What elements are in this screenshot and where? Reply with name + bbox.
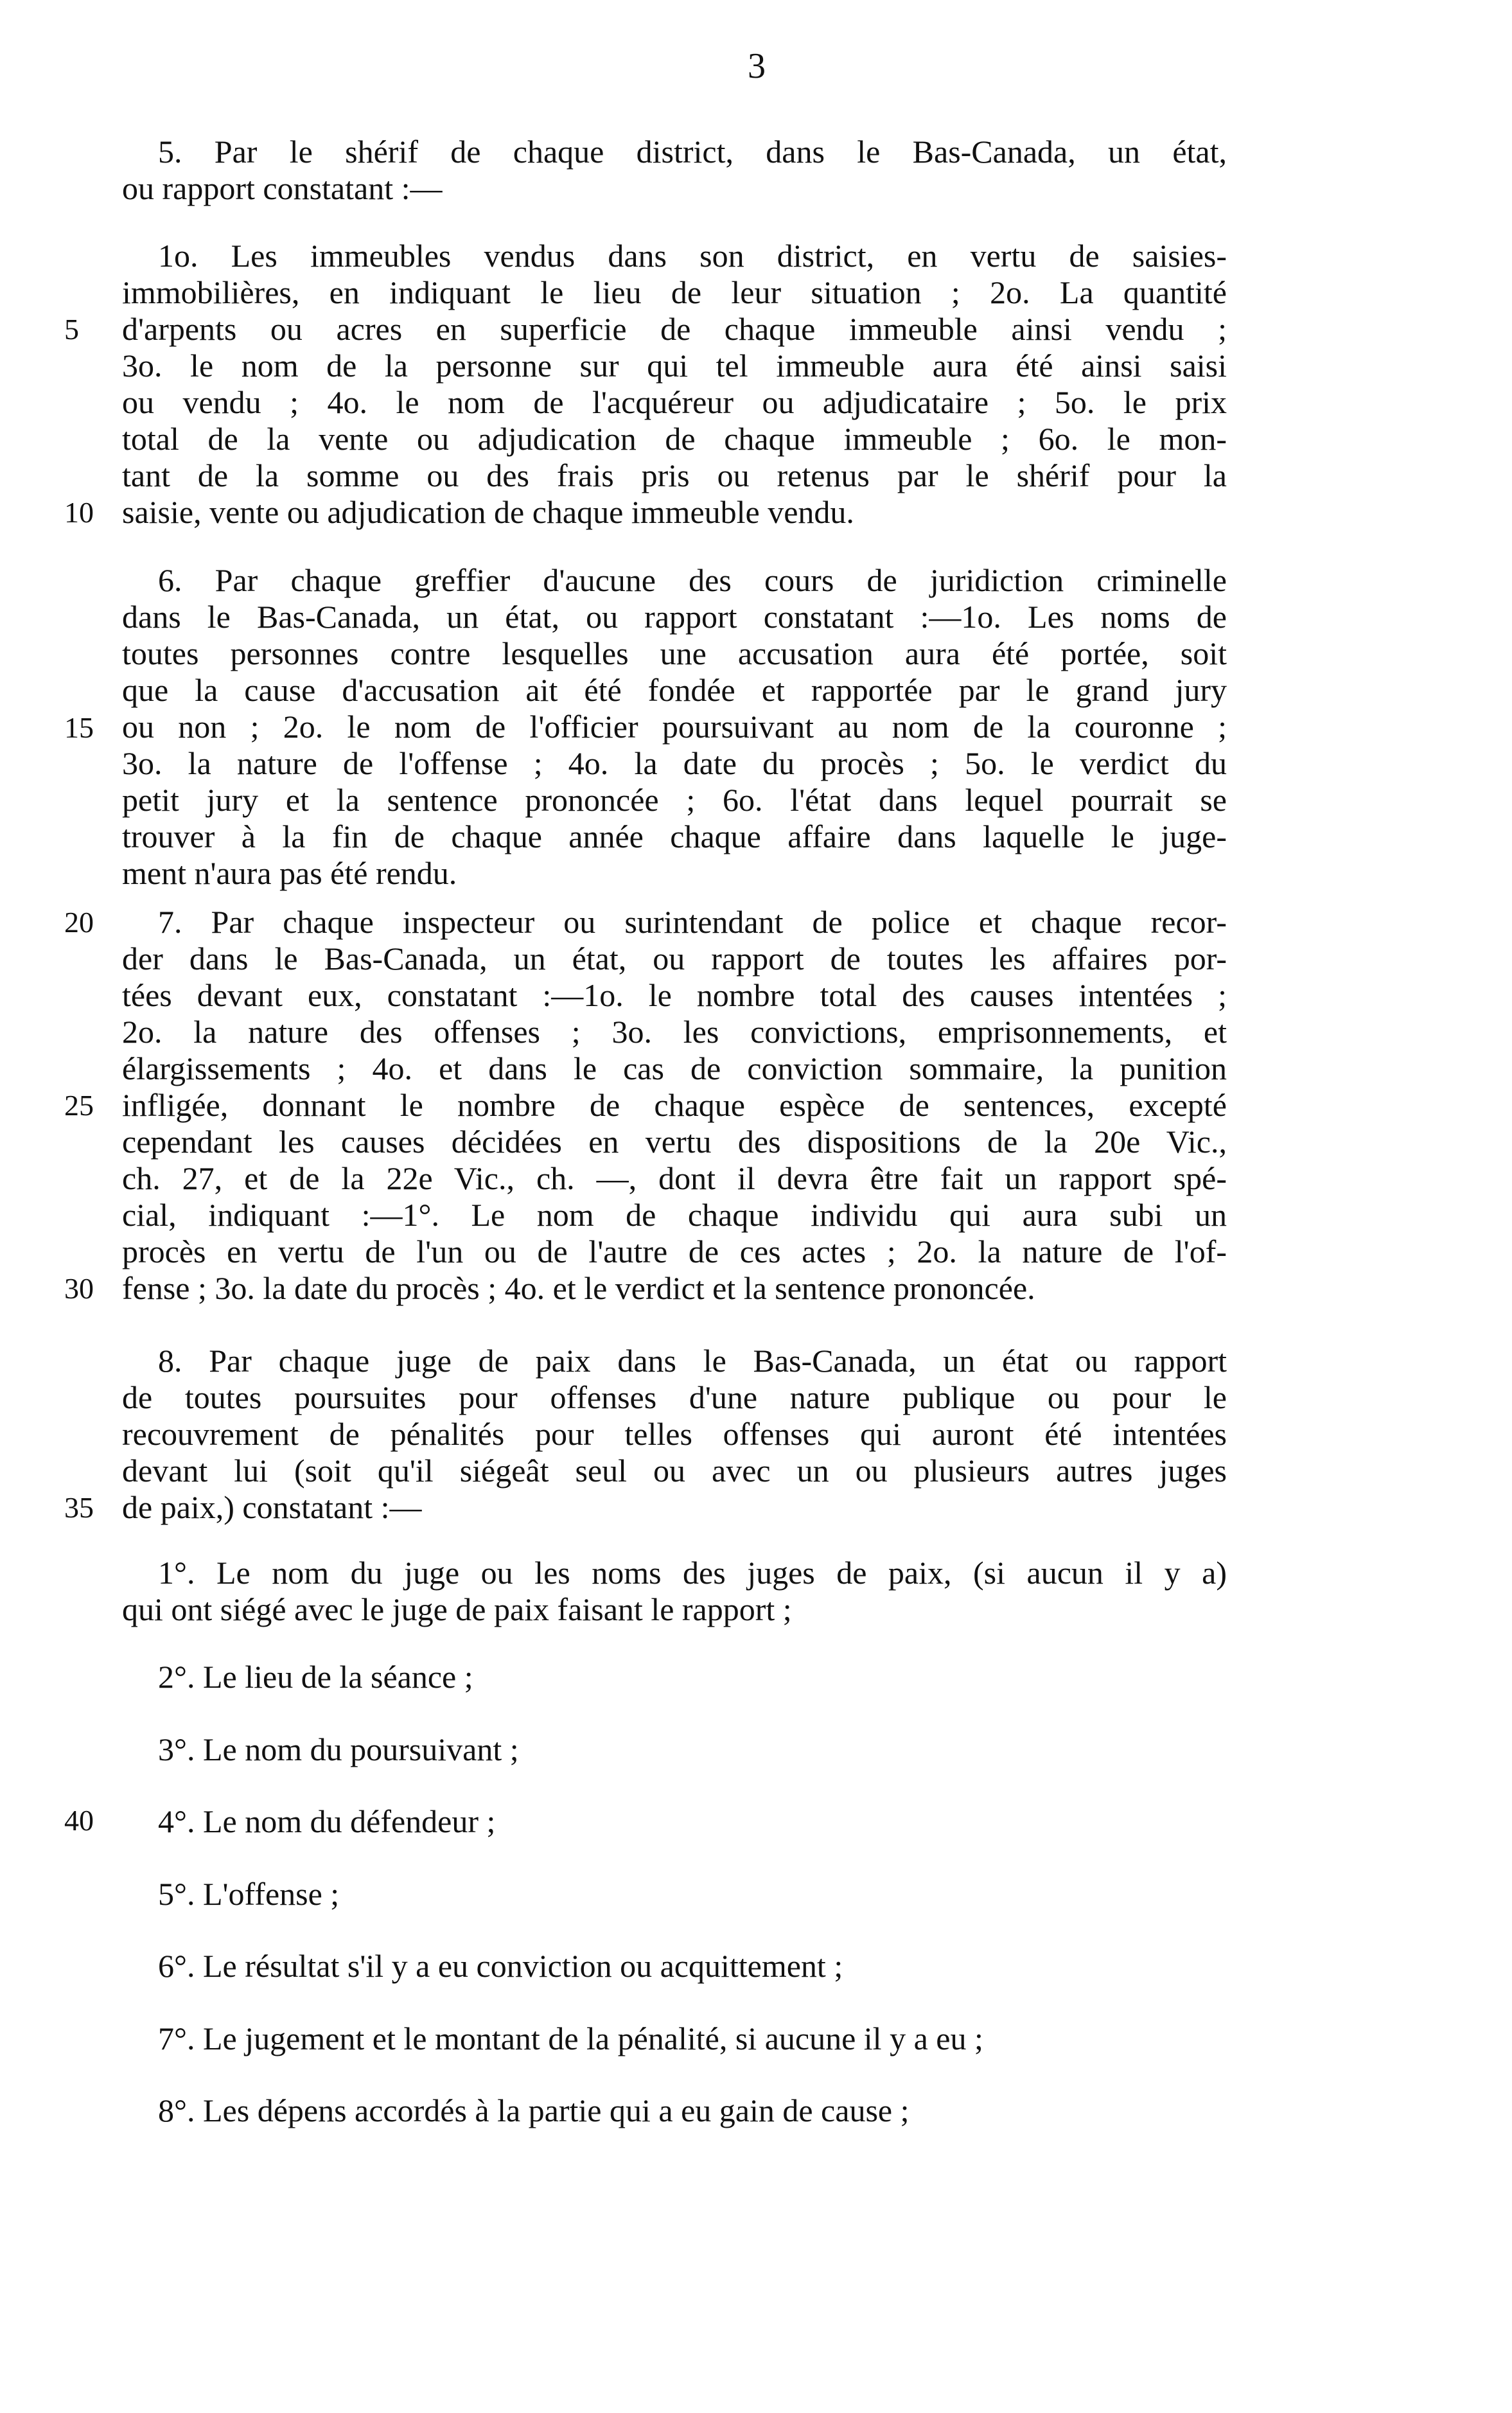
- text-line: que la cause d'accusation ait été fondée et rapportée par le grand jury: [122, 672, 1227, 708]
- paragraph-8: [122, 1343, 1227, 1526]
- list-item-1: [122, 1555, 1227, 1628]
- paragraph-5: [122, 134, 1227, 207]
- text-line: d'arpents ou acres en superficie de chaque immeuble ainsi vendu ;: [122, 311, 1227, 347]
- text-line: 5. Par le shérif de chaque district, dans le Bas-Canada, un état,: [158, 134, 1227, 170]
- text-line: toutes personnes contre lesquelles une accusation aura été portée, soit: [122, 635, 1227, 671]
- text-line: petit jury et la sentence prononcée ; 6o. l'état dans lequel pourrait se: [122, 782, 1227, 818]
- text-line: 2o. la nature des offenses ; 3o. les convictions, emprisonnements, et: [122, 1014, 1227, 1050]
- text-line: procès en vertu de l'un ou de l'autre de ces actes ; 2o. la nature de l'of-: [122, 1233, 1227, 1269]
- text-line: ch. 27, et de la 22e Vic., ch. —, dont il devra être fait un rapport spé-: [122, 1160, 1227, 1196]
- text-line: devant lui (soit qu'il siégeât seul ou avec un ou plusieurs autres juges: [122, 1453, 1227, 1489]
- text-line: recouvrement de pénalités pour telles offenses qui auront été intentées: [122, 1416, 1227, 1452]
- text-line: ou non ; 2o. le nom de l'officier poursuivant au nom de la couronne ;: [122, 709, 1227, 745]
- text-line: cial, indiquant :—1°. Le nom de chaque individu qui aura subi un: [122, 1197, 1227, 1233]
- text-line: immobilières, en indiquant le lieu de leur situation ; 2o. La quantité: [122, 274, 1227, 310]
- list-item: 3°. Le nom du poursuivant ;: [158, 1731, 519, 1767]
- line-number: 20: [64, 906, 94, 939]
- list-item: 4°. Le nom du défendeur ;: [158, 1803, 496, 1839]
- list-item: 2°. Le lieu de la séance ;: [158, 1659, 473, 1695]
- line-number: 15: [64, 711, 94, 744]
- text-line: 3o. la nature de l'offense ; 4o. la date du procès ; 5o. le verdict du: [122, 745, 1227, 781]
- text-line: ou rapport constatant :—: [122, 170, 443, 206]
- text-line: trouver à la fin de chaque année chaque affaire dans laquelle le juge-: [122, 818, 1227, 854]
- text-line: total de la vente ou adjudication de chaque immeuble ; 6o. le mon-: [122, 421, 1227, 457]
- page-number: 3: [748, 46, 766, 86]
- text-line: ou vendu ; 4o. le nom de l'acquéreur ou adjudicataire ; 5o. le prix: [122, 384, 1227, 420]
- line-number: 35: [64, 1491, 94, 1524]
- line-number: 40: [64, 1804, 94, 1837]
- text-line: qui ont siégé avec le juge de paix faisant le rapport ;: [122, 1591, 792, 1627]
- text-line: 1o. Les immeubles vendus dans son district, en vertu de saisies-: [158, 238, 1227, 274]
- line-number: 10: [64, 496, 94, 529]
- paragraph-7: [122, 904, 1227, 1307]
- text-line: 7. Par chaque inspecteur ou surintendant de police et chaque recor-: [158, 904, 1227, 940]
- text-line: 6. Par chaque greffier d'aucune des cours de juridiction criminelle: [158, 562, 1227, 598]
- text-line: 3o. le nom de la personne sur qui tel immeuble aura été ainsi saisi: [122, 348, 1227, 384]
- text-line: 1°. Le nom du juge ou les noms des juges de paix, (si aucun il y a): [158, 1555, 1227, 1591]
- text-line: tées devant eux, constatant :—1o. le nombre total des causes intentées ;: [122, 977, 1227, 1013]
- text-line: saisie, vente ou adjudication de chaque immeuble vendu.: [122, 494, 854, 530]
- text-line: fense ; 3o. la date du procès ; 4o. et le verdict et la sentence prononcée.: [122, 1270, 1035, 1306]
- line-number: 25: [64, 1089, 94, 1122]
- list-item: 7°. Le jugement et le montant de la pénalité, si aucune il y a eu ;: [158, 2020, 983, 2056]
- text-line: élargissements ; 4o. et dans le cas de conviction sommaire, la punition: [122, 1050, 1227, 1086]
- paragraph-5-details: [122, 238, 1227, 531]
- text-line: ment n'aura pas été rendu.: [122, 855, 457, 891]
- paragraph-6: [122, 562, 1227, 892]
- list-item: 8°. Les dépens accordés à la partie qui a eu gain de cause ;: [158, 2092, 910, 2128]
- text-line: der dans le Bas-Canada, un état, ou rapport de toutes les affaires por-: [122, 941, 1227, 977]
- text-line: cependant les causes décidées en vertu des dispositions de la 20e Vic.,: [122, 1124, 1227, 1160]
- text-line: 8. Par chaque juge de paix dans le Bas-Canada, un état ou rapport: [158, 1343, 1227, 1379]
- text-line: de paix,) constatant :—: [122, 1489, 422, 1525]
- line-number: 5: [64, 313, 79, 346]
- text-line: de toutes poursuites pour offenses d'une nature publique ou pour le: [122, 1379, 1227, 1415]
- list-item: 6°. Le résultat s'il y a eu conviction ou acquittement ;: [158, 1948, 843, 1984]
- line-number: 30: [64, 1272, 94, 1305]
- text-line: dans le Bas-Canada, un état, ou rapport constatant :—1o. Les noms de: [122, 599, 1227, 635]
- text-line: tant de la somme ou des frais pris ou retenus par le shérif pour la: [122, 457, 1227, 493]
- list-item: 5°. L'offense ;: [158, 1876, 340, 1912]
- text-line: infligée, donnant le nombre de chaque espèce de sentences, excepté: [122, 1087, 1227, 1123]
